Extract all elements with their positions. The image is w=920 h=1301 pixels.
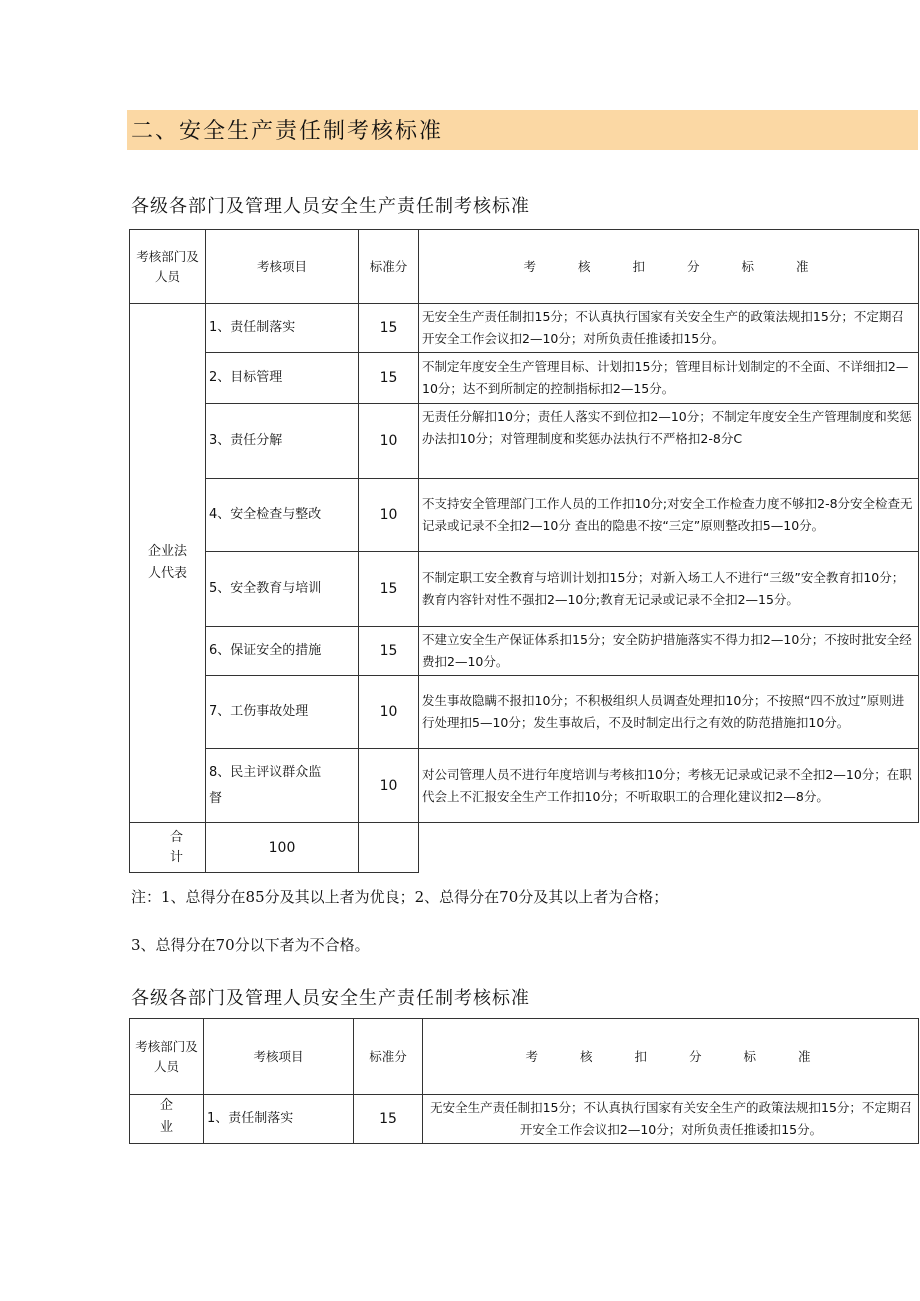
score-cell: 10: [359, 404, 419, 479]
score-cell: 10: [359, 676, 419, 749]
table-row: [130, 552, 919, 627]
total-empty-cell: [359, 823, 419, 873]
dept-name: 企业: [159, 1098, 173, 1135]
header-item: 考核项目: [204, 1019, 354, 1095]
score-cell: 15: [359, 627, 419, 676]
table-title-2: 各级各部门及管理人员安全生产责任制考核标准: [131, 988, 530, 1009]
item-cell: 2、目标管理: [206, 353, 359, 404]
total-label: 合计: [130, 823, 206, 873]
item-cell: [206, 749, 359, 823]
criteria-cell: 不制定年度安全生产管理目标、计划扣15分；管理目标计划制定的不全面、不详细扣2—10分；达不到所制定的控制指标扣2—15分。: [419, 353, 919, 404]
item-cell: 3、责任分解: [206, 404, 359, 479]
criteria-cell: 不建立安全生产保证体系扣15分；安全防护措施落实不得力扣2—10分；不按时批安全经费扣2—10分。: [419, 627, 919, 676]
score-cell: 15: [359, 304, 419, 353]
header-criteria: 考核扣分标准: [423, 1019, 919, 1095]
assessment-table-2: [129, 1018, 919, 1144]
dept-name: 企业法人代表: [147, 544, 187, 581]
score-cell: 15: [354, 1095, 423, 1144]
dept-cell: [130, 304, 206, 823]
criteria-cell: 对公司管理人员不进行年度培训与考核扣10分；考核无记录或记录不全扣2—10分；在职代会上不汇报安全生产工作扣10分；不听取职工的合理化建议扣2—8分。: [419, 749, 919, 823]
score-cell: 15: [359, 353, 419, 404]
header-score: 标准分: [359, 230, 419, 304]
header-dept: 考核部门及人员: [130, 230, 206, 304]
criteria-cell: 不支持安全管理部门工作人员的工作扣10分;对安全工作检查力度不够扣2-8分安全检查无记录或记录不全扣2—10分 查出的隐患不按“三定”原则整改扣5—10分。: [419, 479, 919, 552]
item-label: 8、民主评议群众监督: [209, 764, 322, 806]
score-cell: 10: [359, 749, 419, 823]
item-cell: 7、工伤事故处理: [206, 676, 359, 749]
section-heading: 二、安全生产责任制考核标准: [131, 119, 444, 144]
total-row: [130, 823, 919, 873]
table-row: [130, 479, 919, 552]
table-row: [130, 749, 919, 823]
header-criteria: 考核扣分标准: [419, 230, 919, 304]
table-title: 各级各部门及管理人员安全生产责任制考核标准: [131, 196, 530, 217]
item-cell: 1、责任制落实: [204, 1095, 354, 1144]
note-line-2: 3、总得分在70分以下者为不合格。: [131, 936, 370, 954]
criteria-cell: 发生事故隐瞒不报扣10分；不积极组织人员调查处理扣10分；不按照“四不放过”原则进行处理扣5—10分；发生事故后，不及时制定出行之有效的防范措施扣10分。: [419, 676, 919, 749]
criteria-cell: 无安全生产责任制扣15分；不认真执行国家有关安全生产的政策法规扣15分；不定期召开安全工作会议扣2—10分；对所负责任推诿扣15分。: [423, 1095, 919, 1144]
note-line-1: 注：1、总得分在85分及其以上者为优良；2、总得分在70分及其以上者为合格；: [131, 888, 669, 906]
item-cell: 4、安全检查与整改: [206, 479, 359, 552]
item-cell: 1、责任制落实: [206, 304, 359, 353]
table-row: [130, 627, 919, 676]
table-row: [130, 353, 919, 404]
header-dept: 考核部门及人员: [130, 1019, 204, 1095]
score-cell: 10: [359, 479, 419, 552]
total-score: 100: [206, 823, 359, 873]
table-row: [130, 1095, 919, 1144]
header-score: 标准分: [354, 1019, 423, 1095]
table-row: [130, 676, 919, 749]
item-cell: 6、保证安全的措施: [206, 627, 359, 676]
criteria-cell: 无责任分解扣10分；责任人落实不到位扣2—10分；不制定年度安全生产管理制度和奖惩办法扣10分；对管理制度和奖惩办法执行不严格扣2-8分C: [419, 404, 919, 479]
header-item: 考核项目: [206, 230, 359, 304]
table-row: [130, 404, 919, 479]
assessment-table: [129, 229, 919, 873]
criteria-cell: 不制定职工安全教育与培训计划扣15分；对新入场工人不进行“三级”安全教育扣10分；教育内容针对性不强扣2—10分;教育无记录或记录不全扣2—15分。: [419, 552, 919, 627]
item-cell: 5、安全教育与培训: [206, 552, 359, 627]
score-cell: 15: [359, 552, 419, 627]
dept-cell: [130, 1095, 204, 1144]
table-row: [130, 304, 919, 353]
criteria-cell: 无安全生产责任制扣15分；不认真执行国家有关安全生产的政策法规扣15分；不定期召开安全工作会议扣2—10分；对所负责任推诿扣15分。: [419, 304, 919, 353]
